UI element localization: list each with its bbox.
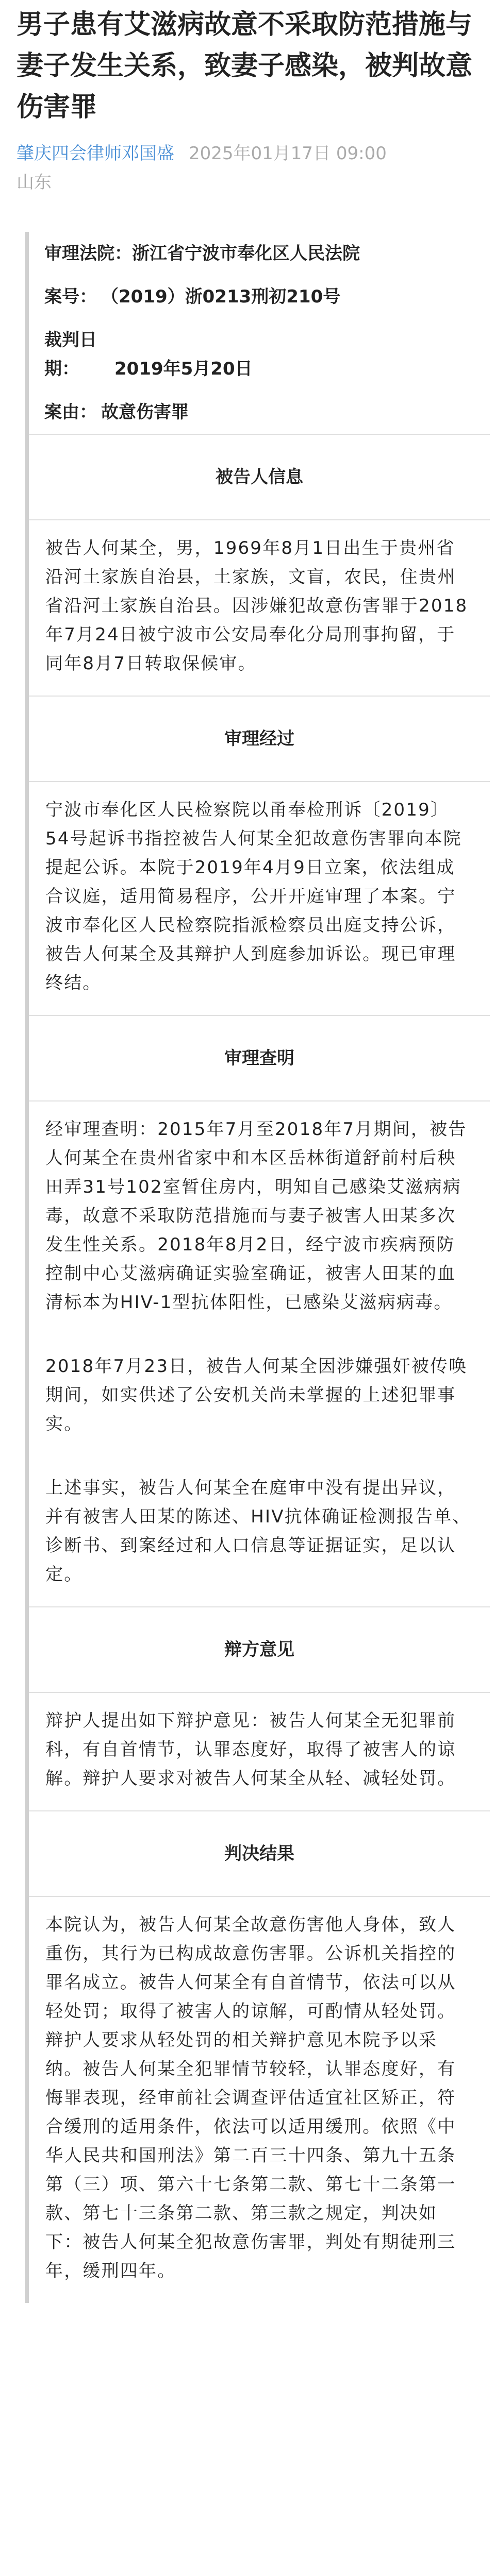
judgment-document [25,232,478,2303]
section-paragraph: 辩护人提出如下辩护意见：被告人何某全无犯罪前科，有自首情节，认罪态度好，取得了被害人的谅解。辩护人要求对被告人何某全从轻、减轻处罚。 [45,1710,456,1789]
judgment-date-row [40,318,478,391]
section-paragraph: 上述事实，被告人何某全在庭审中没有提出异议，并有被害人田某的陈述、HIV抗体确证检测报告单、诊断书、到案经过和人口信息等证据证实，足以认定。 [45,1478,471,1585]
section-heading-findings: 审理查明 [224,1048,294,1069]
case-cause-row [40,391,478,434]
section-heading-defendant: 被告人信息 [216,467,303,487]
case-number-value: （2019）浙0213刑初210号 [101,286,341,307]
case-cause-label: 案由： [44,402,97,422]
section-paragraph: 2018年7月23日，被告人何某全因涉嫌强奸被传唤期间，如实供述了公安机关尚未掌握的上述犯罪事实。 [45,1356,468,1434]
section-heading-trial-process: 审理经过 [224,728,294,749]
article-title: 男子患有艾滋病故意不采取防范措施与妻子发生关系，致妻子感染，被判故意伤害罪 [16,9,473,123]
court-value: 浙江省宁波市奉化区人民法院 [132,243,360,264]
judgment-date-value: 2019年5月20日 [114,359,253,379]
section-paragraph: 本院认为，被告人何某全故意伤害他人身体，致人重伤，其行为已构成故意伤害罪。公诉机关指控的罪名成立。被告人何某全有自首情节，依法可以从轻处罚；取得了被害人的谅解，可酌情从轻处罚。辩护人要求从轻处罚的相关辩护意见本院予以采纳。被告人何某全犯罪情节较轻，认罪态度好，有悔罪表现，经审前社会调查评估适宜社区矫正，符合缓刑的适用条件，依法可以适用缓刑。依照《中华人民共和国刑法》第二百三十四条、第九十五条第（三）项、第六十七条第二款、第七十二条第一款、第七十三条第二款、第三款之规定，判决如下：被告人何某全犯故意伤害罪，判处有期徒刑三年，缓刑四年。 [45,1914,456,2281]
case-number-label: 案号： [44,286,97,307]
section-paragraph: 被告人何某全，男，1969年8月1日出生于贵州省沿河土家族自治县，土家族，文盲，农民，住贵州省沿河土家族自治县。因涉嫌犯故意伤害罪于2018年7月24日被宁波市公安局奉化分局刑事拘留，于同年8月7日转取保候审。 [45,538,468,674]
publish-location: 山东 [16,172,52,193]
article-meta [0,139,495,197]
publish-date: 2025年01月17日 09:00 [189,143,387,164]
case-cause-value: 故意伤害罪 [101,402,189,422]
article-page [0,4,495,2576]
section-heading-verdict: 判决结果 [224,1843,294,1864]
judgment-date-label: 裁判日期： [44,330,97,379]
court-row [40,232,478,275]
section-paragraph: 经审理查明：2015年7月至2018年7月期间，被告人何某全在贵州省家中和本区岳林街道舒前村后秧田弄31号102室暂住房内，明知自己感染艾滋病病毒，故意不采取防范措施而与妻子被害人田某多次发生性关系。2018年8月2日，经宁波市疾病预防控制中心艾滋病确证实验室确证，被害人田某的血清标本为HIV-1型抗体阳性，已感染艾滋病病毒。 [45,1119,467,1313]
section-heading-defense: 辩方意见 [224,1639,294,1660]
case-number-row [40,275,478,318]
court-label: 审理法院： [44,243,132,264]
section-paragraph: 宁波市奉化区人民检察院以甬奉检刑诉〔2019〕54号起诉书指控被告人何某全犯故意伤害罪向本院提起公诉。本院于2019年4月9日立案，依法组成合议庭，适用简易程序，公开开庭审理了本案。宁波市奉化区人民检察院指派检察员出庭支持公诉，被告人何某全及其辩护人到庭参加诉讼。现已审理终结。 [45,800,462,993]
author-link[interactable]: 肇庆四会律师邓国盛 [16,143,174,164]
